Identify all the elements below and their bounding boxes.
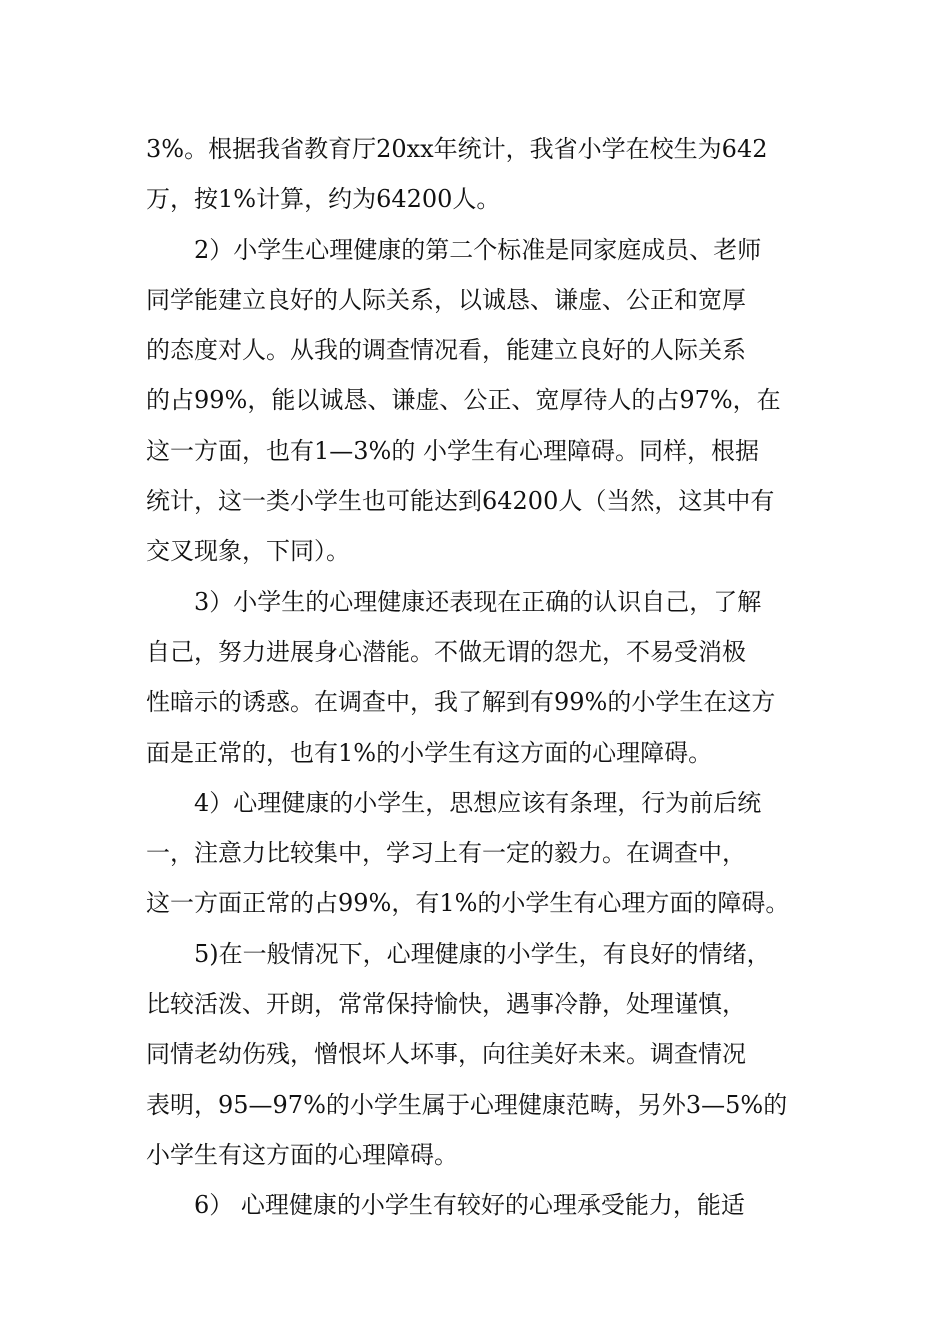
text-line: 3%。根据我省教育厅20xx年统计，我省小学在校生为642 bbox=[146, 135, 768, 163]
text-line: 这一方面正常的占99%，有1%的小学生有心理方面的障碍。 bbox=[146, 889, 790, 918]
text-line: 2）小学生心理健康的第二个标准是同家庭成员、老师 bbox=[194, 235, 762, 264]
text-line: 小学生有这方面的心理障碍。 bbox=[146, 1140, 458, 1169]
paragraph-item-3 bbox=[146, 577, 806, 778]
paragraph-continuation bbox=[146, 124, 806, 225]
text-line: 同学能建立良好的人际关系，以诚恳、谦虚、公正和宽厚 bbox=[146, 285, 746, 314]
text-line: 4）心理健康的小学生，思想应该有条理，行为前后统 bbox=[194, 788, 762, 817]
text-line: 自己，努力进展身心潜能。不做无谓的怨尤，不易受消极 bbox=[146, 637, 746, 666]
text-line: 万，按1%计算，约为64200人。 bbox=[146, 185, 501, 214]
paragraph-item-4 bbox=[146, 778, 806, 929]
text-line: 表明，95—97%的小学生属于心理健康范畴，另外3—5%的 bbox=[146, 1090, 788, 1119]
document-body bbox=[146, 124, 806, 1231]
paragraph-item-2 bbox=[146, 225, 806, 577]
text-line: 一，注意力比较集中，学习上有一定的毅力。在调查中， bbox=[146, 839, 746, 868]
text-line: 比较活泼、开朗，常常保持愉快，遇事冷静，处理谨慎， bbox=[146, 990, 746, 1019]
paragraph-item-5 bbox=[146, 929, 806, 1180]
text-line: 3）小学生的心理健康还表现在正确的认识自己，了解 bbox=[194, 587, 762, 616]
text-line: 统计，这一类小学生也可能达到64200人（当然，这其中有 bbox=[146, 487, 775, 516]
text-line: 的占99%，能以诚恳、谦虚、公正、宽厚待人的占97%，在 bbox=[146, 386, 781, 415]
text-line: 的态度对人。从我的调查情况看，能建立良好的人际关系 bbox=[146, 336, 746, 365]
text-line: 同情老幼伤残，憎恨坏人坏事，向往美好未来。调查情况 bbox=[146, 1040, 746, 1069]
text-line: 交叉现象，下同）。 bbox=[146, 537, 350, 566]
paragraph-item-6 bbox=[146, 1180, 806, 1230]
text-line: 性暗示的诱惑。在调查中，我了解到有99%的小学生在这方 bbox=[146, 688, 776, 717]
text-line: 面是正常的，也有1%的小学生有这方面的心理障碍。 bbox=[146, 738, 713, 767]
text-line: 这一方面，也有1—3%的 小学生有心理障碍。同样，根据 bbox=[146, 436, 759, 465]
text-line: 6） 心理健康的小学生有较好的心理承受能力，能适 bbox=[194, 1191, 745, 1220]
text-line: 5)在一般情况下，心理健康的小学生，有良好的情绪， bbox=[194, 939, 771, 968]
